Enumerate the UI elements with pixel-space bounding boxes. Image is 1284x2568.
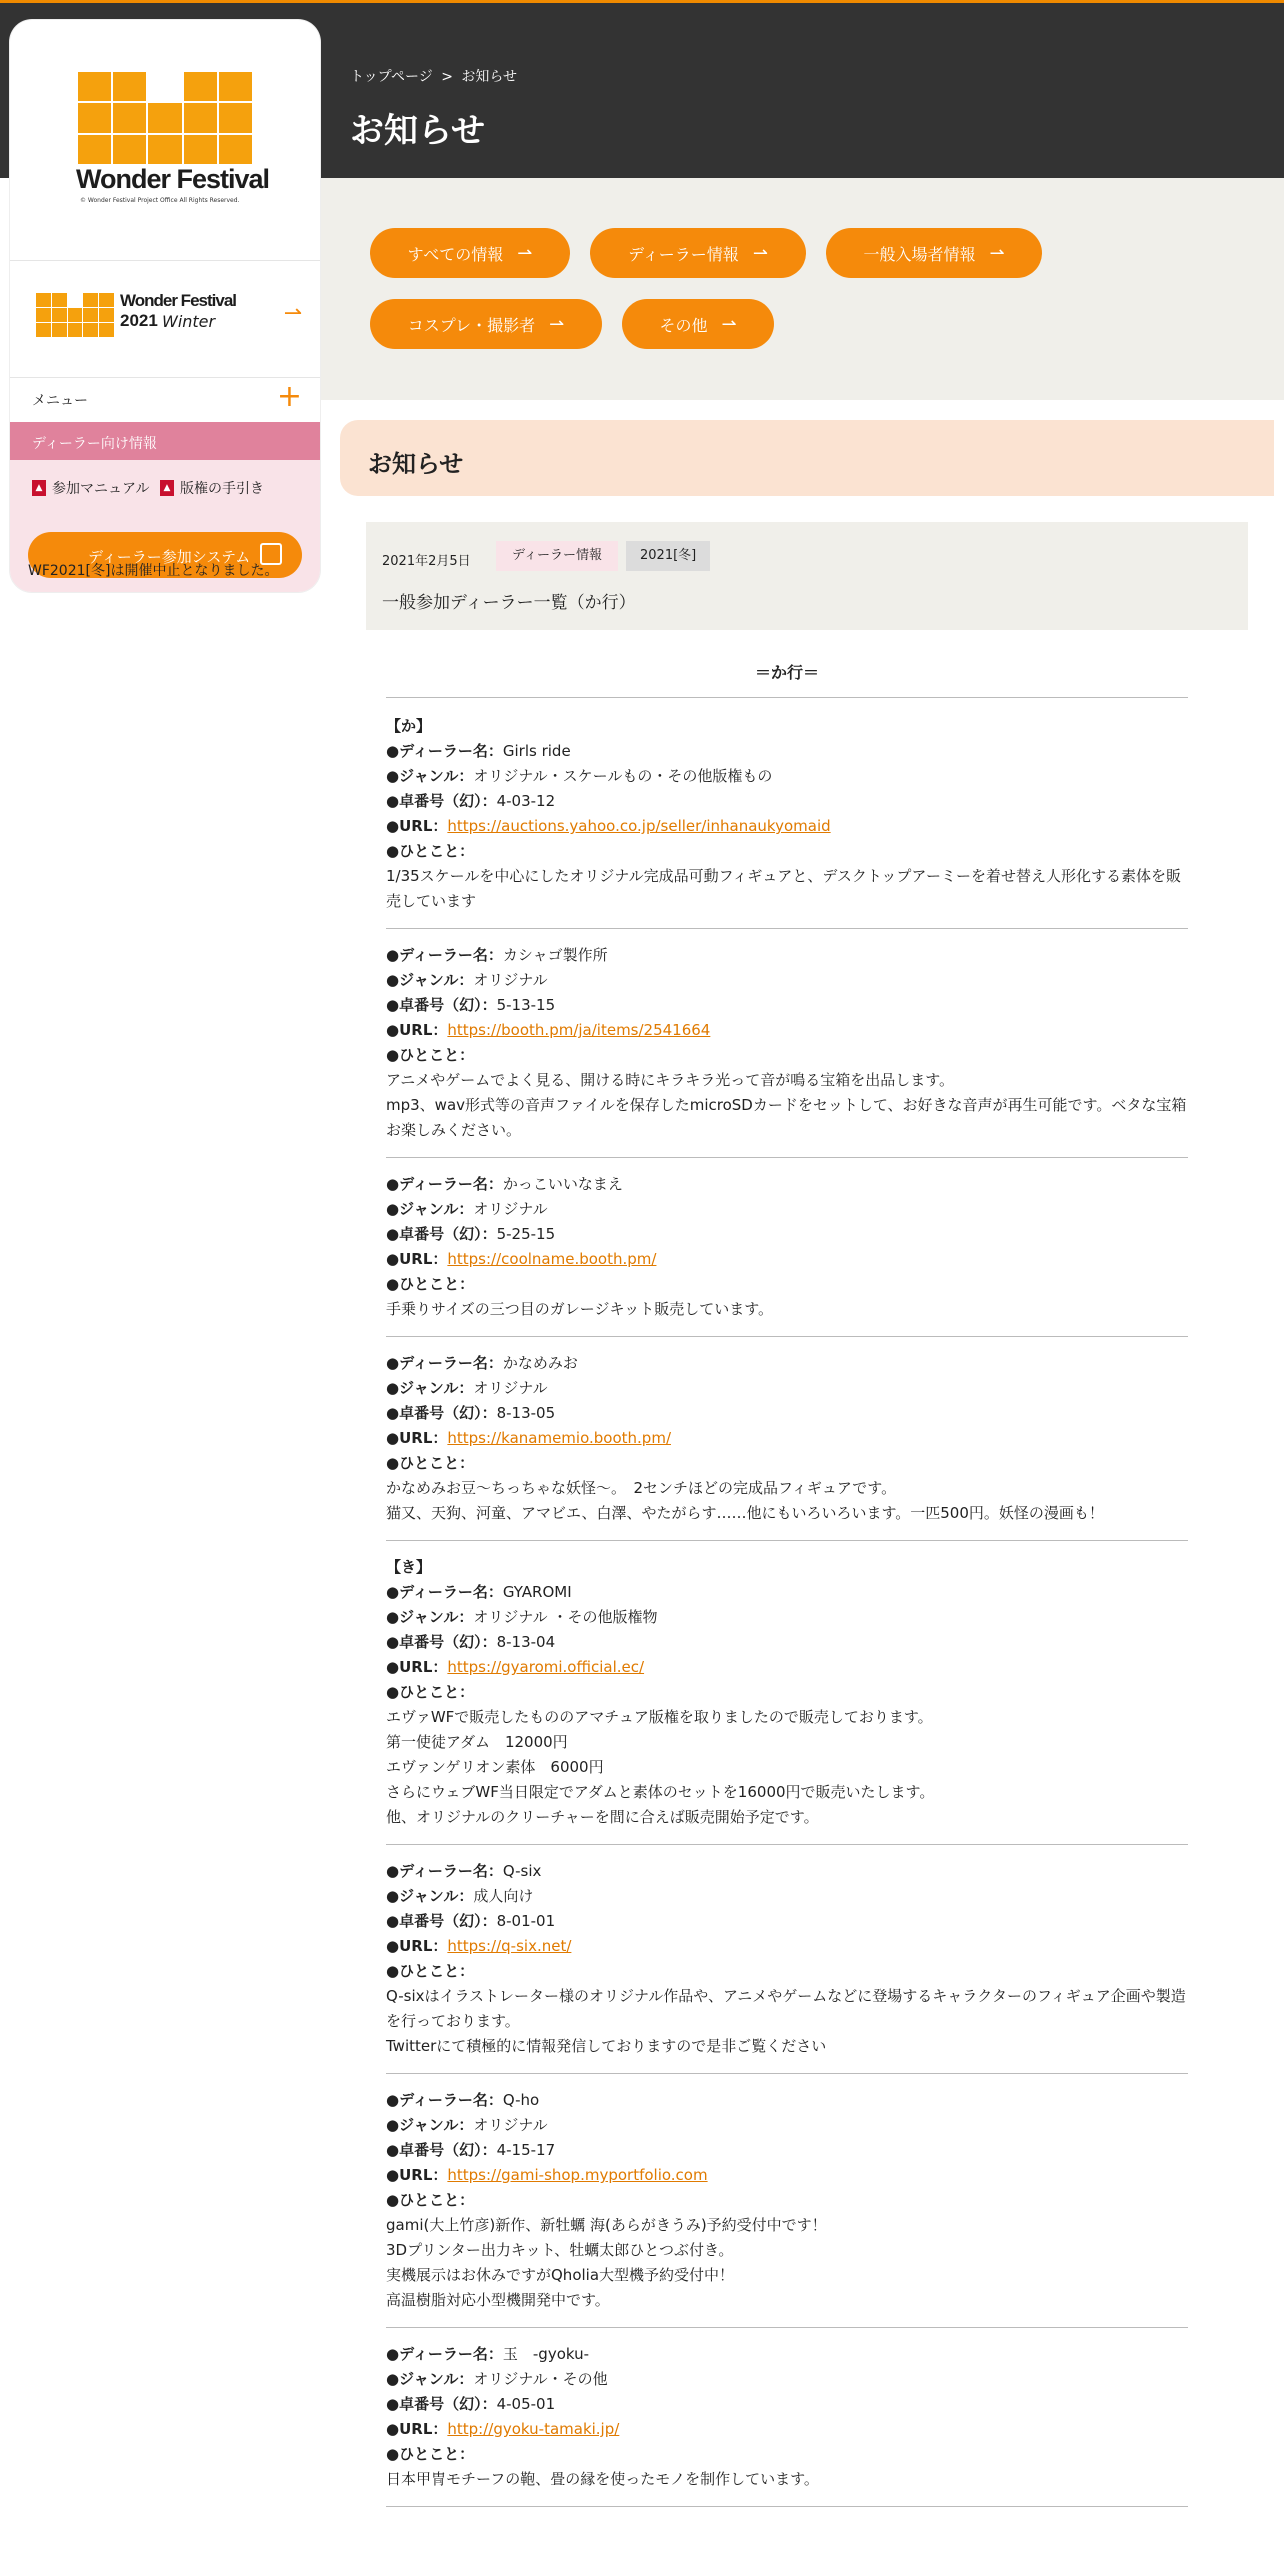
dealer-name-value: カシャゴ製作所 — [502, 946, 608, 964]
genre-row — [386, 2367, 1188, 2392]
url-row — [386, 2163, 1188, 2188]
url-row — [386, 1018, 1188, 1043]
breadcrumb — [350, 66, 517, 86]
kana-group-label: 【き】 — [386, 1558, 432, 1576]
url-row — [386, 1655, 1188, 1680]
genre-label: ●ジャンル： — [386, 2116, 474, 2134]
dealer-url-link[interactable]: https://gyaromi.official.ec/ — [447, 1658, 645, 1676]
pdf-icon: ▲ — [32, 480, 46, 496]
site-logo[interactable] — [10, 20, 320, 260]
plus-icon: + — [276, 379, 302, 414]
comment-line: 実機展示はお休みですがQholia大型機予約受付中！ — [386, 2266, 735, 2284]
comment-line: gami(大上竹彦)新作、新牡蠣 海(あらがきうみ)予約受付中です！ — [386, 2216, 827, 2234]
table-number-row — [386, 1630, 1188, 1655]
copyright-guide-pdf-link[interactable] — [160, 478, 264, 498]
table-number-value: 8-13-05 — [496, 1404, 556, 1422]
category-filter-band — [320, 178, 1284, 400]
comment-line: mp3、wav形式等の音声ファイルを保存したmicroSDカードをセットして、お好きな音声が再生可能です。ベタな宝箱お楽しみください。 — [386, 1096, 1187, 1139]
dealer-url-link[interactable]: https://q-six.net/ — [447, 1937, 572, 1955]
cancellation-notice: WF2021[冬]は開催中止となりました。 — [28, 563, 279, 579]
page-title: お知らせ — [350, 111, 485, 151]
comment-line: 第一使徒アダム 12000円 — [386, 1733, 568, 1751]
genre-row — [386, 764, 1188, 789]
url-label: ●URL： — [386, 1937, 448, 1955]
genre-row — [386, 1376, 1188, 1401]
table-number-value: 5-13-15 — [496, 996, 556, 1014]
genre-label: ●ジャンル： — [386, 1379, 474, 1397]
arrow-right-icon: ⇀ — [283, 301, 302, 326]
category-cosplay-label: コスプレ・撮影者 — [407, 315, 536, 335]
comment-line: 他、オリジナルのクリーチャーを間に合えば販売開始予定です。 — [386, 1808, 819, 1826]
dealer-entry — [386, 2088, 1188, 2328]
event-logo-year: 2021 — [120, 311, 158, 330]
arrow-right-icon: ⇀ — [721, 313, 737, 335]
dealer-name-value: 玉 -gyoku- — [502, 2345, 590, 2363]
comment-line: アニメやゲームでよく見る、開ける時にキラキラ光って音が鳴る宝箱を出品します。 — [386, 1071, 955, 1089]
comment-label: ●ひとこと： — [386, 2445, 475, 2463]
table-number-row — [386, 2138, 1188, 2163]
genre-value: 成人向け — [473, 1887, 534, 1905]
dealer-url-link[interactable]: https://booth.pm/ja/items/2541664 — [447, 1021, 711, 1039]
post-date: 2021年2月5日 — [382, 554, 471, 569]
dealer-name-value: Q-ho — [502, 2091, 540, 2109]
genre-label: ●ジャンル： — [386, 971, 474, 989]
table-number-label: ●卓番号（幻）： — [386, 1633, 497, 1651]
genre-row — [386, 968, 1188, 993]
table-number-row — [386, 993, 1188, 1018]
top-accent-line — [0, 0, 1284, 3]
dealer-name-row — [386, 943, 1188, 968]
category-other-label: その他 — [659, 315, 708, 335]
url-label: ●URL： — [386, 1658, 448, 1676]
url-row — [386, 2417, 1188, 2442]
dealer-name-row — [386, 1859, 1188, 1884]
dealer-url-link[interactable]: https://coolname.booth.pm/ — [447, 1250, 657, 1268]
breadcrumb-current: お知らせ — [461, 69, 517, 85]
comment-line: 1/35スケールを中心にしたオリジナル完成品可動フィギュアと、デスクトップアーミーを着せ替え人形化する素体を販売しています — [386, 867, 1181, 910]
wonder-festival-logo-mark — [78, 72, 252, 164]
sidebar — [10, 20, 320, 592]
category-other-button[interactable] — [622, 299, 774, 349]
genre-value: オリジナル — [473, 2116, 548, 2134]
comment-label: ●ひとこと： — [386, 2191, 475, 2209]
event-logo-text: Wonder Festival — [120, 291, 236, 310]
dealer-entry — [386, 1351, 1188, 1541]
dealer-name-label: ●ディーラー名： — [386, 1583, 503, 1601]
table-number-label: ●卓番号（幻）： — [386, 1912, 497, 1930]
table-number-value: 4-05-01 — [496, 2395, 556, 2413]
genre-value: オリジナル — [473, 1379, 548, 1397]
genre-value: オリジナル — [473, 1200, 548, 1218]
dealer-url-link[interactable]: http://gyoku-tamaki.jp/ — [447, 2420, 620, 2438]
dealer-info-header-label: ディーラー向け情報 — [32, 436, 157, 452]
genre-value: オリジナル ・その他版権物 — [473, 1608, 658, 1626]
dealer-entry — [386, 1172, 1188, 1337]
category-dealer-button[interactable] — [590, 228, 806, 278]
dealer-name-row — [386, 1172, 1188, 1197]
genre-value: オリジナル — [473, 971, 548, 989]
table-number-value: 8-01-01 — [496, 1912, 556, 1930]
genre-row — [386, 1197, 1188, 1222]
genre-label: ●ジャンル： — [386, 2370, 474, 2388]
dealer-entry — [386, 2342, 1188, 2507]
breadcrumb-home-link[interactable]: トップページ — [350, 69, 433, 85]
dealer-name-value: かなめみお — [502, 1354, 578, 1372]
comment-line: エヴァWFで販売したもののアマチュア版権を取りましたので販売しております。 — [386, 1708, 933, 1726]
arrow-right-icon: ⇀ — [549, 313, 565, 335]
event-logo-mark — [36, 293, 114, 337]
dealer-name-row — [386, 1580, 1188, 1605]
dealer-url-link[interactable]: https://gami-shop.myportfolio.com — [447, 2166, 708, 2184]
table-number-label: ●卓番号（幻）： — [386, 2395, 497, 2413]
table-number-row — [386, 2392, 1188, 2417]
dealer-url-link[interactable]: https://kanamemio.booth.pm/ — [447, 1429, 671, 1447]
comment-line: かなめみお豆〜ちっちゃな妖怪〜。 2センチほどの完成品フィギュアです。 — [386, 1479, 897, 1497]
url-row — [386, 1247, 1188, 1272]
dealer-info-header — [10, 422, 320, 460]
event-tag: 2021[冬] — [626, 541, 710, 571]
arrow-right-icon: ⇀ — [517, 242, 533, 264]
dealer-name-label: ●ディーラー名： — [386, 2345, 503, 2363]
dealer-name-label: ●ディーラー名： — [386, 1862, 503, 1880]
dealer-name-row — [386, 2088, 1188, 2113]
pdf-icon: ▲ — [160, 480, 174, 496]
dealer-entry — [386, 943, 1188, 1158]
table-number-value: 4-03-12 — [496, 792, 556, 810]
category-dealer-label: ディーラー情報 — [628, 244, 739, 264]
table-number-row — [386, 1909, 1188, 1934]
comment-line: 日本甲冑モチーフの鞄、畳の縁を使ったモノを制作しています。 — [386, 2470, 819, 2488]
table-number-value: 4-15-17 — [496, 2141, 556, 2159]
url-row — [386, 1934, 1188, 1959]
comment-label: ●ひとこと： — [386, 1275, 475, 1293]
genre-label: ●ジャンル： — [386, 1887, 474, 1905]
genre-label: ●ジャンル： — [386, 1200, 474, 1218]
event-logo-season: Winter — [162, 312, 216, 331]
dealer-list — [386, 714, 1188, 2507]
url-row — [386, 814, 1188, 839]
table-number-value: 8-13-04 — [496, 1633, 556, 1651]
dealer-entry — [386, 714, 1188, 929]
dealer-name-row — [386, 1351, 1188, 1376]
table-number-label: ●卓番号（幻）： — [386, 792, 497, 810]
dealer-entry — [386, 1859, 1188, 2074]
dealer-name-value: GYAROMI — [502, 1583, 572, 1601]
dealer-name-value: Girls ride — [502, 742, 571, 760]
comment-label: ●ひとこと： — [386, 1683, 475, 1701]
url-row — [386, 1426, 1188, 1451]
dealer-name-label: ●ディーラー名： — [386, 1354, 503, 1372]
genre-value: オリジナル・その他 — [473, 2370, 608, 2388]
comment-line: エヴァンゲリオン素体 6000円 — [386, 1758, 604, 1776]
table-number-row — [386, 789, 1188, 814]
kana-group-label: 【か】 — [386, 717, 432, 735]
table-number-label: ●卓番号（幻）： — [386, 2141, 497, 2159]
table-number-label: ●卓番号（幻）： — [386, 1404, 497, 1422]
section-header — [340, 420, 1274, 496]
dealer-name-label: ●ディーラー名： — [386, 946, 503, 964]
comment-line: 高温樹脂対応小型機開発中です。 — [386, 2291, 610, 2309]
table-number-row — [386, 1401, 1188, 1426]
menu-label: メニュー — [32, 393, 88, 409]
breadcrumb-separator: > — [441, 69, 453, 85]
table-number-row — [386, 1222, 1188, 1247]
dealer-name-label: ●ディーラー名： — [386, 2091, 503, 2109]
category-visitor-button[interactable] — [826, 228, 1042, 278]
table-number-value: 5-25-15 — [496, 1225, 556, 1243]
comment-label: ●ひとこと： — [386, 842, 475, 860]
logo-wordmark: Wonder Festival — [76, 164, 270, 194]
category-tag: ディーラー情報 — [496, 541, 618, 571]
genre-row — [386, 2113, 1188, 2138]
dealer-url-link[interactable]: https://auctions.yahoo.co.jp/seller/inhanaukyomaid — [447, 817, 831, 835]
url-label: ●URL： — [386, 1021, 448, 1039]
comment-line: 3Dプリンター出力キット、牡蠣太郎ひとつぶ付き。 — [386, 2241, 734, 2259]
post-header — [366, 522, 1248, 630]
dealer-name-row — [386, 739, 1188, 764]
dealer-system-label: ディーラー参加システム — [88, 548, 251, 566]
comment-line: Q-sixはイラストレーター様のオリジナル作品や、アニメやゲームなどに登場するキャラクターのフィギュア企画や製造を行っております。 — [386, 1987, 1186, 2030]
url-label: ●URL： — [386, 2420, 448, 2438]
dealer-name-value: かっこいいなまえ — [502, 1175, 623, 1193]
url-label: ●URL： — [386, 2166, 448, 2184]
genre-label: ●ジャンル： — [386, 767, 474, 785]
category-visitor-label: 一般入場者情報 — [863, 244, 976, 264]
genre-value: オリジナル・スケールもの・その他版権もの — [473, 767, 773, 785]
copyright-link-label: 版権の手引き — [180, 481, 264, 497]
post-content — [386, 660, 1188, 2521]
table-number-label: ●卓番号（幻）： — [386, 996, 497, 1014]
dealer-name-row — [386, 2342, 1188, 2367]
arrow-right-icon: ⇀ — [752, 242, 768, 264]
post-title: 一般参加ディーラー一覧（か行） — [382, 593, 636, 613]
kana-heading: ＝か行＝ — [386, 660, 1188, 698]
url-label: ●URL： — [386, 1250, 448, 1268]
table-number-label: ●卓番号（幻）： — [386, 1225, 497, 1243]
comment-line: 猫又、天狗、河童、アマビエ、白澤、やたがらす……他にもいろいろいます。一匹500円。妖怪の漫画も！ — [386, 1504, 1104, 1522]
menu-toggle[interactable] — [10, 376, 320, 422]
comment-line: Twitterにて積極的に情報発信しておりますので是非ご覧ください — [386, 2037, 827, 2055]
comment-label: ●ひとこと： — [386, 1962, 475, 1980]
comment-label: ●ひとこと： — [386, 1046, 475, 1064]
dealer-entry — [386, 1555, 1188, 1845]
comment-line: 手乗りサイズの三つ目のガレージキット販売しています。 — [386, 1300, 774, 1318]
event-banner-2021-winter[interactable] — [10, 260, 320, 378]
url-label: ●URL： — [386, 817, 448, 835]
category-cosplay-button[interactable] — [370, 299, 602, 349]
manual-link-label: 参加マニュアル — [52, 481, 150, 497]
section-title: お知らせ — [368, 450, 464, 478]
arrow-right-icon: ⇀ — [989, 242, 1005, 264]
category-all-label: すべての情報 — [407, 244, 504, 264]
comment-label: ●ひとこと： — [386, 1454, 475, 1472]
manual-pdf-link[interactable] — [32, 478, 149, 498]
comment-line: さらにウェブWF当日限定でアダムと素体のセットを16000円で販売いたします。 — [386, 1783, 935, 1801]
genre-row — [386, 1884, 1188, 1909]
dealer-name-value: Q-six — [502, 1862, 542, 1880]
genre-row — [386, 1605, 1188, 1630]
genre-label: ●ジャンル： — [386, 1608, 474, 1626]
url-label: ●URL： — [386, 1429, 448, 1447]
dealer-name-label: ●ディーラー名： — [386, 742, 503, 760]
dealer-name-label: ●ディーラー名： — [386, 1175, 503, 1193]
category-all-button[interactable] — [370, 228, 570, 278]
logo-copyright: © Wonder Festival Project Office All Rights Reserved. — [80, 197, 240, 204]
